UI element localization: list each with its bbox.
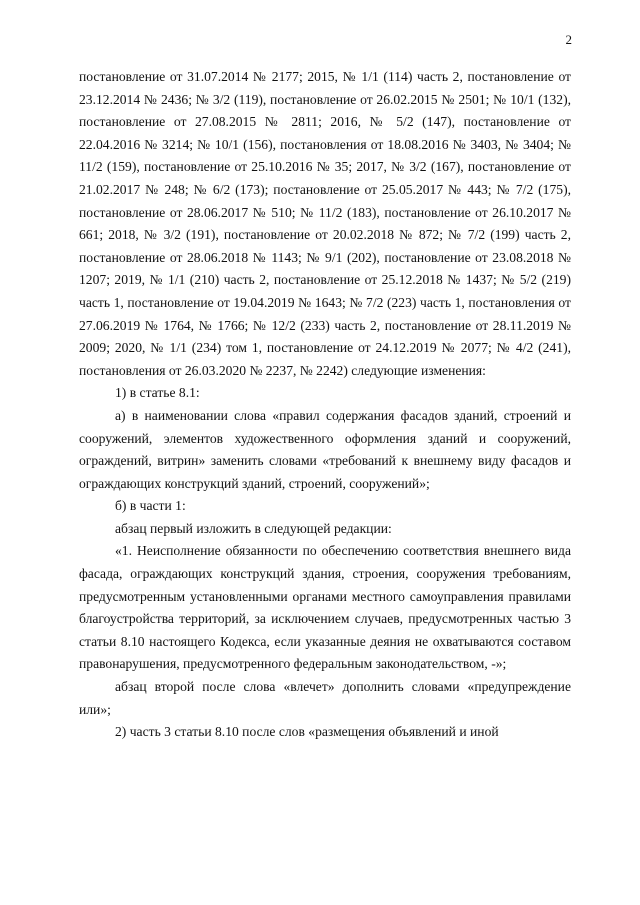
paragraph-quoted-part-1: «1. Неисполнение обязанности по обеспечению соответствия внешнего вида фасада, ограждающих конструкций здания, строения, сооружения требованиям, предусмотренным установленными органами местного самоуправления правилами благоустройства территорий, за исключением случаев, предусмотренных частью 3 статьи 8.10 настоящего Кодекса, если указанные деяния не охватываются составом правонарушения, предусмотренного федеральным законодательством, -»; <box>79 543 571 672</box>
paragraph-second-abzac: абзац второй после слова «влечет» дополнить словами «предупреждение или»; <box>79 679 571 717</box>
paragraph-item-1: 1) в статье 8.1: <box>115 385 200 401</box>
paragraph-citations: постановление от 31.07.2014 № 2177; 2015, № 1/1 (114) часть 2, постановление от 23.12.2014 № 2436; № 3/2 (119), постановление от 26.02.2015 № 2501; № 10/1 (132), постановление от 27.08.2015 № 2811; 2016, № 5/2 (147), постановление от 22.04.2016 № 3214; № 10/1 (156), постановления от 18.08.2016 № 3403, № 3404; № 11/2 (159), постановление от 25.10.2016 № 35; 2017, № 3/2 (167), постановление от 21.02.2017 № 248; № 6/2 (173); постановление от 25.05.2017 № 443; № 7/2 (175), постановление от 28.06.2017 № 510; № 11/2 (183), постановление от 26.10.2017 № 661; 2018, № 3/2 (191), постановление от 20.02.2018 № 872; № 7/2 (199) часть 2, постановление от 28.06.2018 № 1143; № 9/1 (202), постановление от 23.08.2018 № 1207; 2019, № 1/1 (210) часть 2, постановление от 25.12.2018 № 1437; № 5/2 (219) часть 1, постановление от 19.04.2019 № 1643; № 7/2 (223) часть 1, постановления от 27.06.2019 № 1764, № 1766; № 12/2 (233) часть 2, постановление от 28.11.2019 № 2009; 2020, № 1/1 (234) том 1, постановление от 24.12.2019 № 2077; № 4/2 (241), постановления от 26.03.2020 № 2237, № 2242) следующие изменения: <box>79 69 571 378</box>
page-number: 2 <box>565 32 572 47</box>
paragraph-item-2: 2) часть 3 статьи 8.10 после слов «размещения объявлений и иной <box>115 724 499 740</box>
document-body <box>79 66 571 744</box>
paragraph-item-b: б) в части 1: <box>115 498 186 514</box>
paragraph-item-a: а) в наименовании слова «правил содержания фасадов зданий, строений и сооружений, элементов художественного оформления зданий и сооружений, ограждений, витрин» заменить словами «требований к внешнему виду фасадов и ограждающих конструкций зданий, строений, сооружений»; <box>79 407 571 491</box>
paragraph-first-abzac: абзац первый изложить в следующей редакции: <box>115 520 392 536</box>
